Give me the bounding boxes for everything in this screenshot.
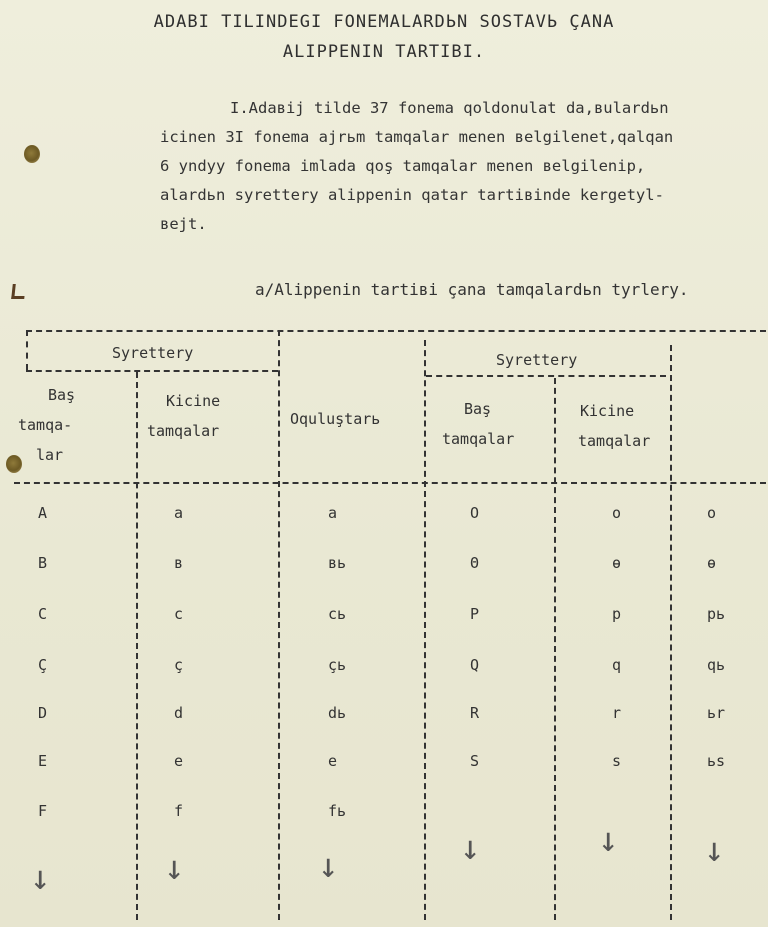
table-cell-oqulus: вь [328,554,347,572]
col-divider-5 [670,345,672,920]
table-cell-kicine-right: ө [612,554,622,572]
table-cell-bas-right: O [470,504,480,522]
col-divider-1 [136,372,138,920]
group-left-underline [26,370,278,372]
down-arrow-icon: ↓ [460,828,481,868]
table-cell-kicine-right: r [612,704,622,722]
group-right-underline [426,375,666,377]
table-cell-oqulus-right: ьs [707,752,726,770]
table-cell-oqulus-right: ьr [707,704,726,722]
group-header-right: Syrettery [496,351,578,369]
table-cell-bas-left: D [38,704,48,722]
col-divider-3 [424,340,426,920]
down-arrow-icon: ↓ [704,830,725,870]
group-header-left: Syrettery [112,344,194,362]
table-cell-oqulus-right: pь [707,605,726,623]
header-oqulustar: Oquluştarь [290,410,381,428]
table-cell-bas-right: Q [470,656,480,674]
table-cell-bas-right: S [470,752,480,770]
table-top-rule [26,330,766,332]
paragraph-line: icinen 3I fonema ajrьm tamqalar menen вelgilenet,qalqan [160,128,674,146]
table-cell-kicine-right: s [612,752,622,770]
table-cell-oqulus: çь [328,656,347,674]
down-arrow-icon: ↓ [30,858,51,898]
subheading: a/Alippenin tartiвi çana tamqalardьn tyrlery. [255,280,689,299]
table-cell-bas-left: C [38,605,48,623]
table-cell-bas-right: Θ [470,554,480,572]
header-kicine-tamqalar-left: Kicine tamqalar [146,392,221,440]
paragraph-line: 6 yndyy fonema imlada qoş tamqalar menen вelgilenip, [160,157,646,175]
paragraph-line: I.Adaвij tilde 37 fonema qoldonulat da,вulardьn [230,99,669,117]
down-arrow-icon: ↓ [318,846,339,886]
header-bas-tamqalar-left: Baş tamqa- lar [18,386,76,464]
title-line-1: ADABI TILINDEGI FONEMALARDЬN SOSTAVЬ ÇANA [153,12,615,32]
down-arrow-icon: ↓ [164,848,185,888]
table-cell-oqulus: fь [328,802,347,820]
table-cell-kicine-right: q [612,656,622,674]
table-cell-oqulus-right: qь [707,656,726,674]
table-cell-kicine-left: d [174,704,184,722]
col-divider-4 [554,378,556,920]
header-bottom-rule [14,482,766,484]
col-divider-0 [26,330,28,370]
table-cell-kicine-left: c [174,605,184,623]
table-cell-kicine-left: в [174,554,184,572]
table-cell-oqulus-right: o [707,504,717,522]
paragraph-line: вejt. [160,215,207,233]
table-cell-bas-left: B [38,554,48,572]
table-cell-bas-left: A [38,504,48,522]
table-cell-kicine-left: ç [174,656,184,674]
intro-paragraph [160,94,673,239]
paragraph-line: alardьn syrettery alippenin qatar tartiвinde kergetyl- [160,186,664,204]
table-cell-oqulus: e [328,752,338,770]
table-cell-bas-left: Ç [38,656,48,674]
table-cell-oqulus-right: ө [707,554,717,572]
table-cell-oqulus: a [328,504,338,522]
header-kicine-tamqalar-right: Kicine tamqalar [578,402,651,450]
table-cell-bas-right: R [470,704,480,722]
table-cell-oqulus: cь [328,605,347,623]
title-line-2: ALIPPENIN TARTIBI. [282,42,486,62]
table-cell-bas-left: F [38,802,48,820]
table-cell-kicine-left: f [174,802,184,820]
table-cell-oqulus: dь [328,704,347,722]
table-cell-kicine-left: e [174,752,184,770]
header-bas-tamqalar-right: Baş tamqalar [442,400,515,448]
table-cell-kicine-right: o [612,504,622,522]
table-cell-bas-right: P [470,605,480,623]
table-cell-kicine-right: p [612,605,622,623]
table-cell-kicine-left: a [174,504,184,522]
table-cell-bas-left: E [38,752,48,770]
col-divider-2 [278,330,280,920]
margin-mark [11,284,26,299]
down-arrow-icon: ↓ [598,820,619,860]
punch-hole-top [24,145,40,163]
